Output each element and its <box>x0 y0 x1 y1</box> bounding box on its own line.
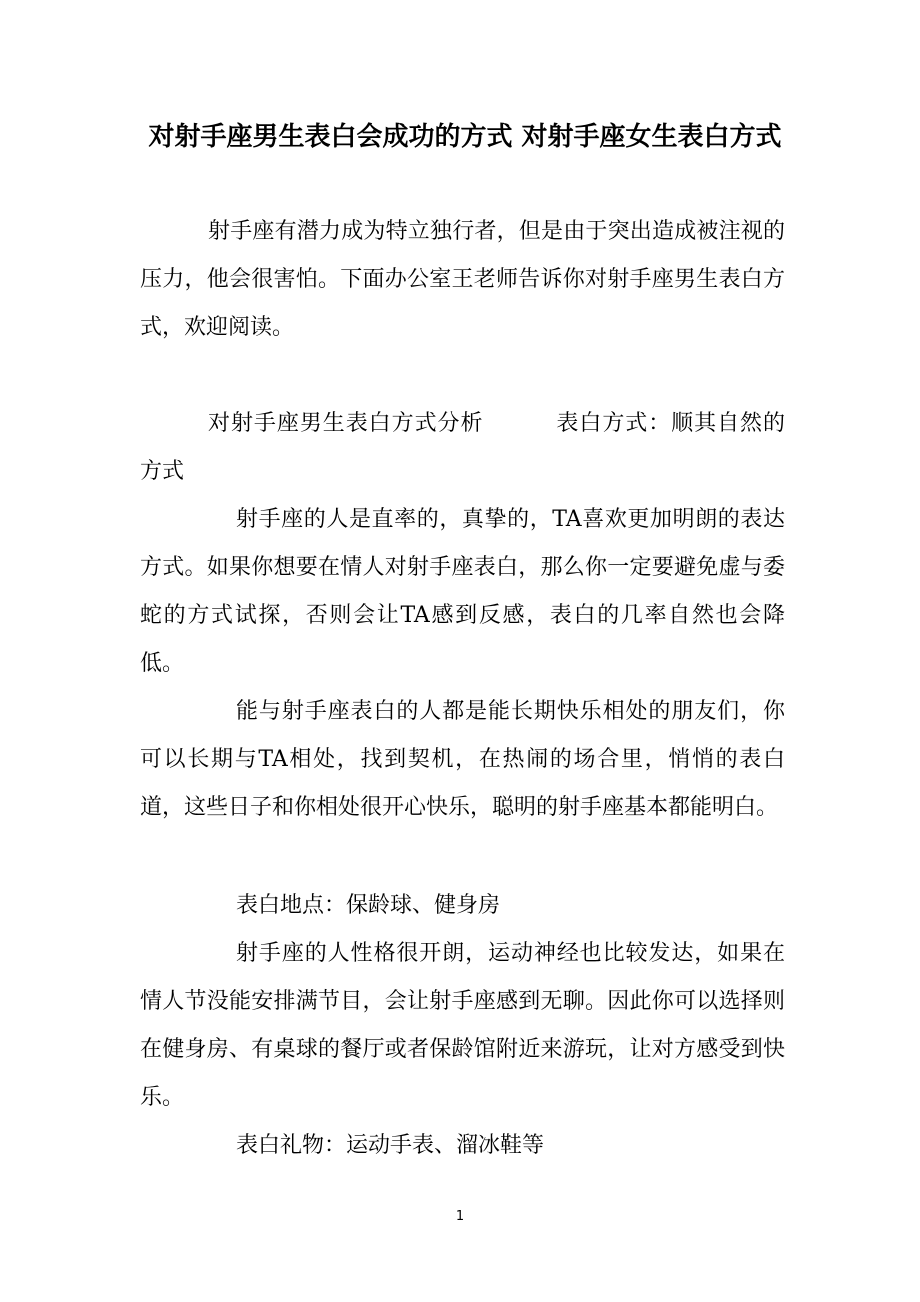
body-paragraph-1: 射手座的人是直率的，真挚的，TA喜欢更加明朗的表达方式。如果你想要在情人对射手座表白，那么你一定要避免虚与委蛇的方式试探，否则会让TA感到反感，表白的几率自然也会降低。 <box>140 507 785 676</box>
body-paragraph-3: 射手座的人性格很开朗，运动神经也比较发达，如果在情人节没能安排满节目，会让射手座感到无聊。因此你可以选择则在健身房、有桌球的餐厅或者保龄馆附近来游玩，让对方感受到快乐。 <box>140 941 785 1110</box>
document-title: 对射手座男生表白会成功的方式 对射手座女生表白方式 <box>148 122 782 152</box>
section-heading: 对射手座男生表白方式分析 <box>208 411 484 436</box>
page-number: 1 <box>455 1209 465 1224</box>
body-paragraph-2: 能与射手座表白的人都是能长期快乐相处的朋友们，你可以长期与TA相处，找到契机，在热闹的场合里，悄悄的表白道，这些日子和你相处很开心快乐，聪明的射手座基本都能明白。 <box>140 699 785 820</box>
gift-line: 表白礼物：运动手表、溜冰鞋等 <box>236 1133 545 1158</box>
method-line: 表白方式：顺其自然的方式 <box>140 411 785 484</box>
location-line: 表白地点：保龄球、健身房 <box>236 893 501 918</box>
section-heading-line <box>140 400 785 496</box>
intro-paragraph: 射手座有潜力成为特立独行者，但是由于突出造成被注视的压力，他会很害怕。下面办公室王老师告诉你对射手座男生表白方式，欢迎阅读。 <box>140 219 785 340</box>
